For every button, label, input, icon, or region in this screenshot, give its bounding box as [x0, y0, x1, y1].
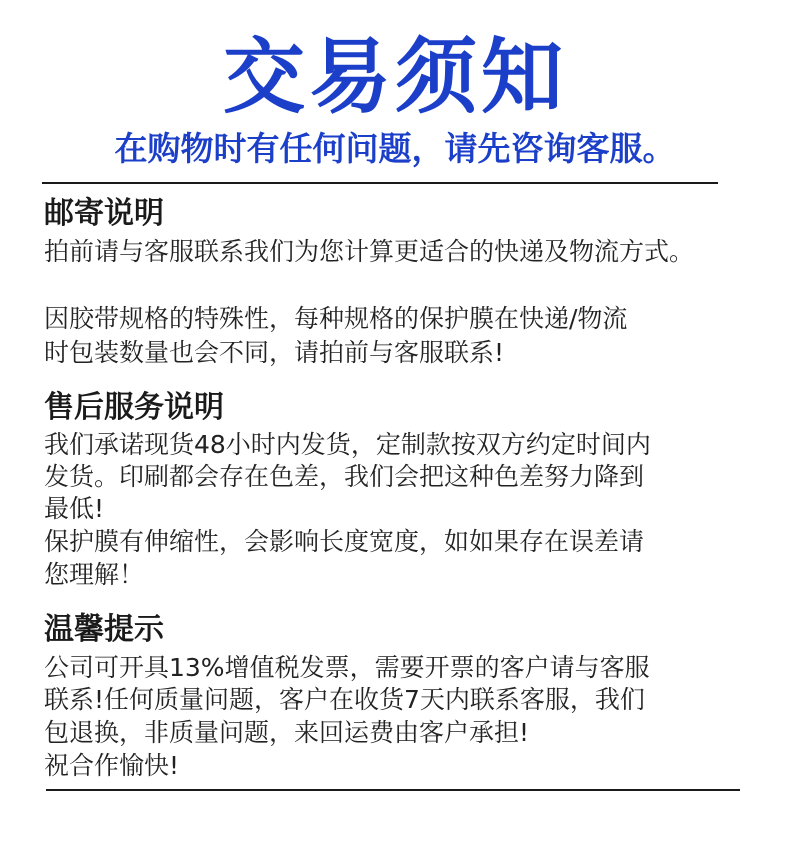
page-subtitle: 在购物时有任何问题，请先咨询客服。: [114, 129, 676, 168]
shipping-heading: 邮寄说明: [44, 196, 164, 231]
aftersale-heading: 售后服务说明: [44, 390, 224, 425]
tips-text-line: 公司可开具13%增值税发票，需要开票的客户请与客服: [44, 653, 650, 682]
shipping-text-line: 因胶带规格的特殊性，每种规格的保护膜在快递/物流: [44, 304, 628, 333]
aftersale-text-line: 发货。印刷都会存在色差，我们会把这种色差努力降到: [44, 462, 645, 491]
tips-text-line: 祝合作愉快!: [44, 751, 180, 780]
shipping-text-line: 拍前请与客服联系我们为您计算更适合的快递及物流方式。: [44, 237, 695, 266]
aftersale-text-line: 我们承诺现货48小时内发货，定制款按双方约定时间内: [44, 430, 651, 459]
page-title: 交易须知: [222, 30, 567, 125]
shipping-text-line: 时包装数量也会不同，请拍前与客服联系!: [44, 338, 505, 367]
aftersale-text-line: 您理解！: [44, 560, 145, 589]
top-divider: [42, 182, 718, 184]
aftersale-text-line: 最低!: [44, 494, 105, 523]
tips-text-line: 包退换，非质量问题，来回运费由客户承担!: [44, 718, 530, 747]
tips-heading: 温馨提示: [44, 612, 164, 647]
bottom-divider: [46, 789, 740, 791]
tips-text-line: 联系!任何质量问题，客户在收货7天内联系客服，我们: [44, 685, 645, 714]
aftersale-text-line: 保护膜有伸缩性，会影响长度宽度，如如果存在误差请: [44, 527, 645, 556]
